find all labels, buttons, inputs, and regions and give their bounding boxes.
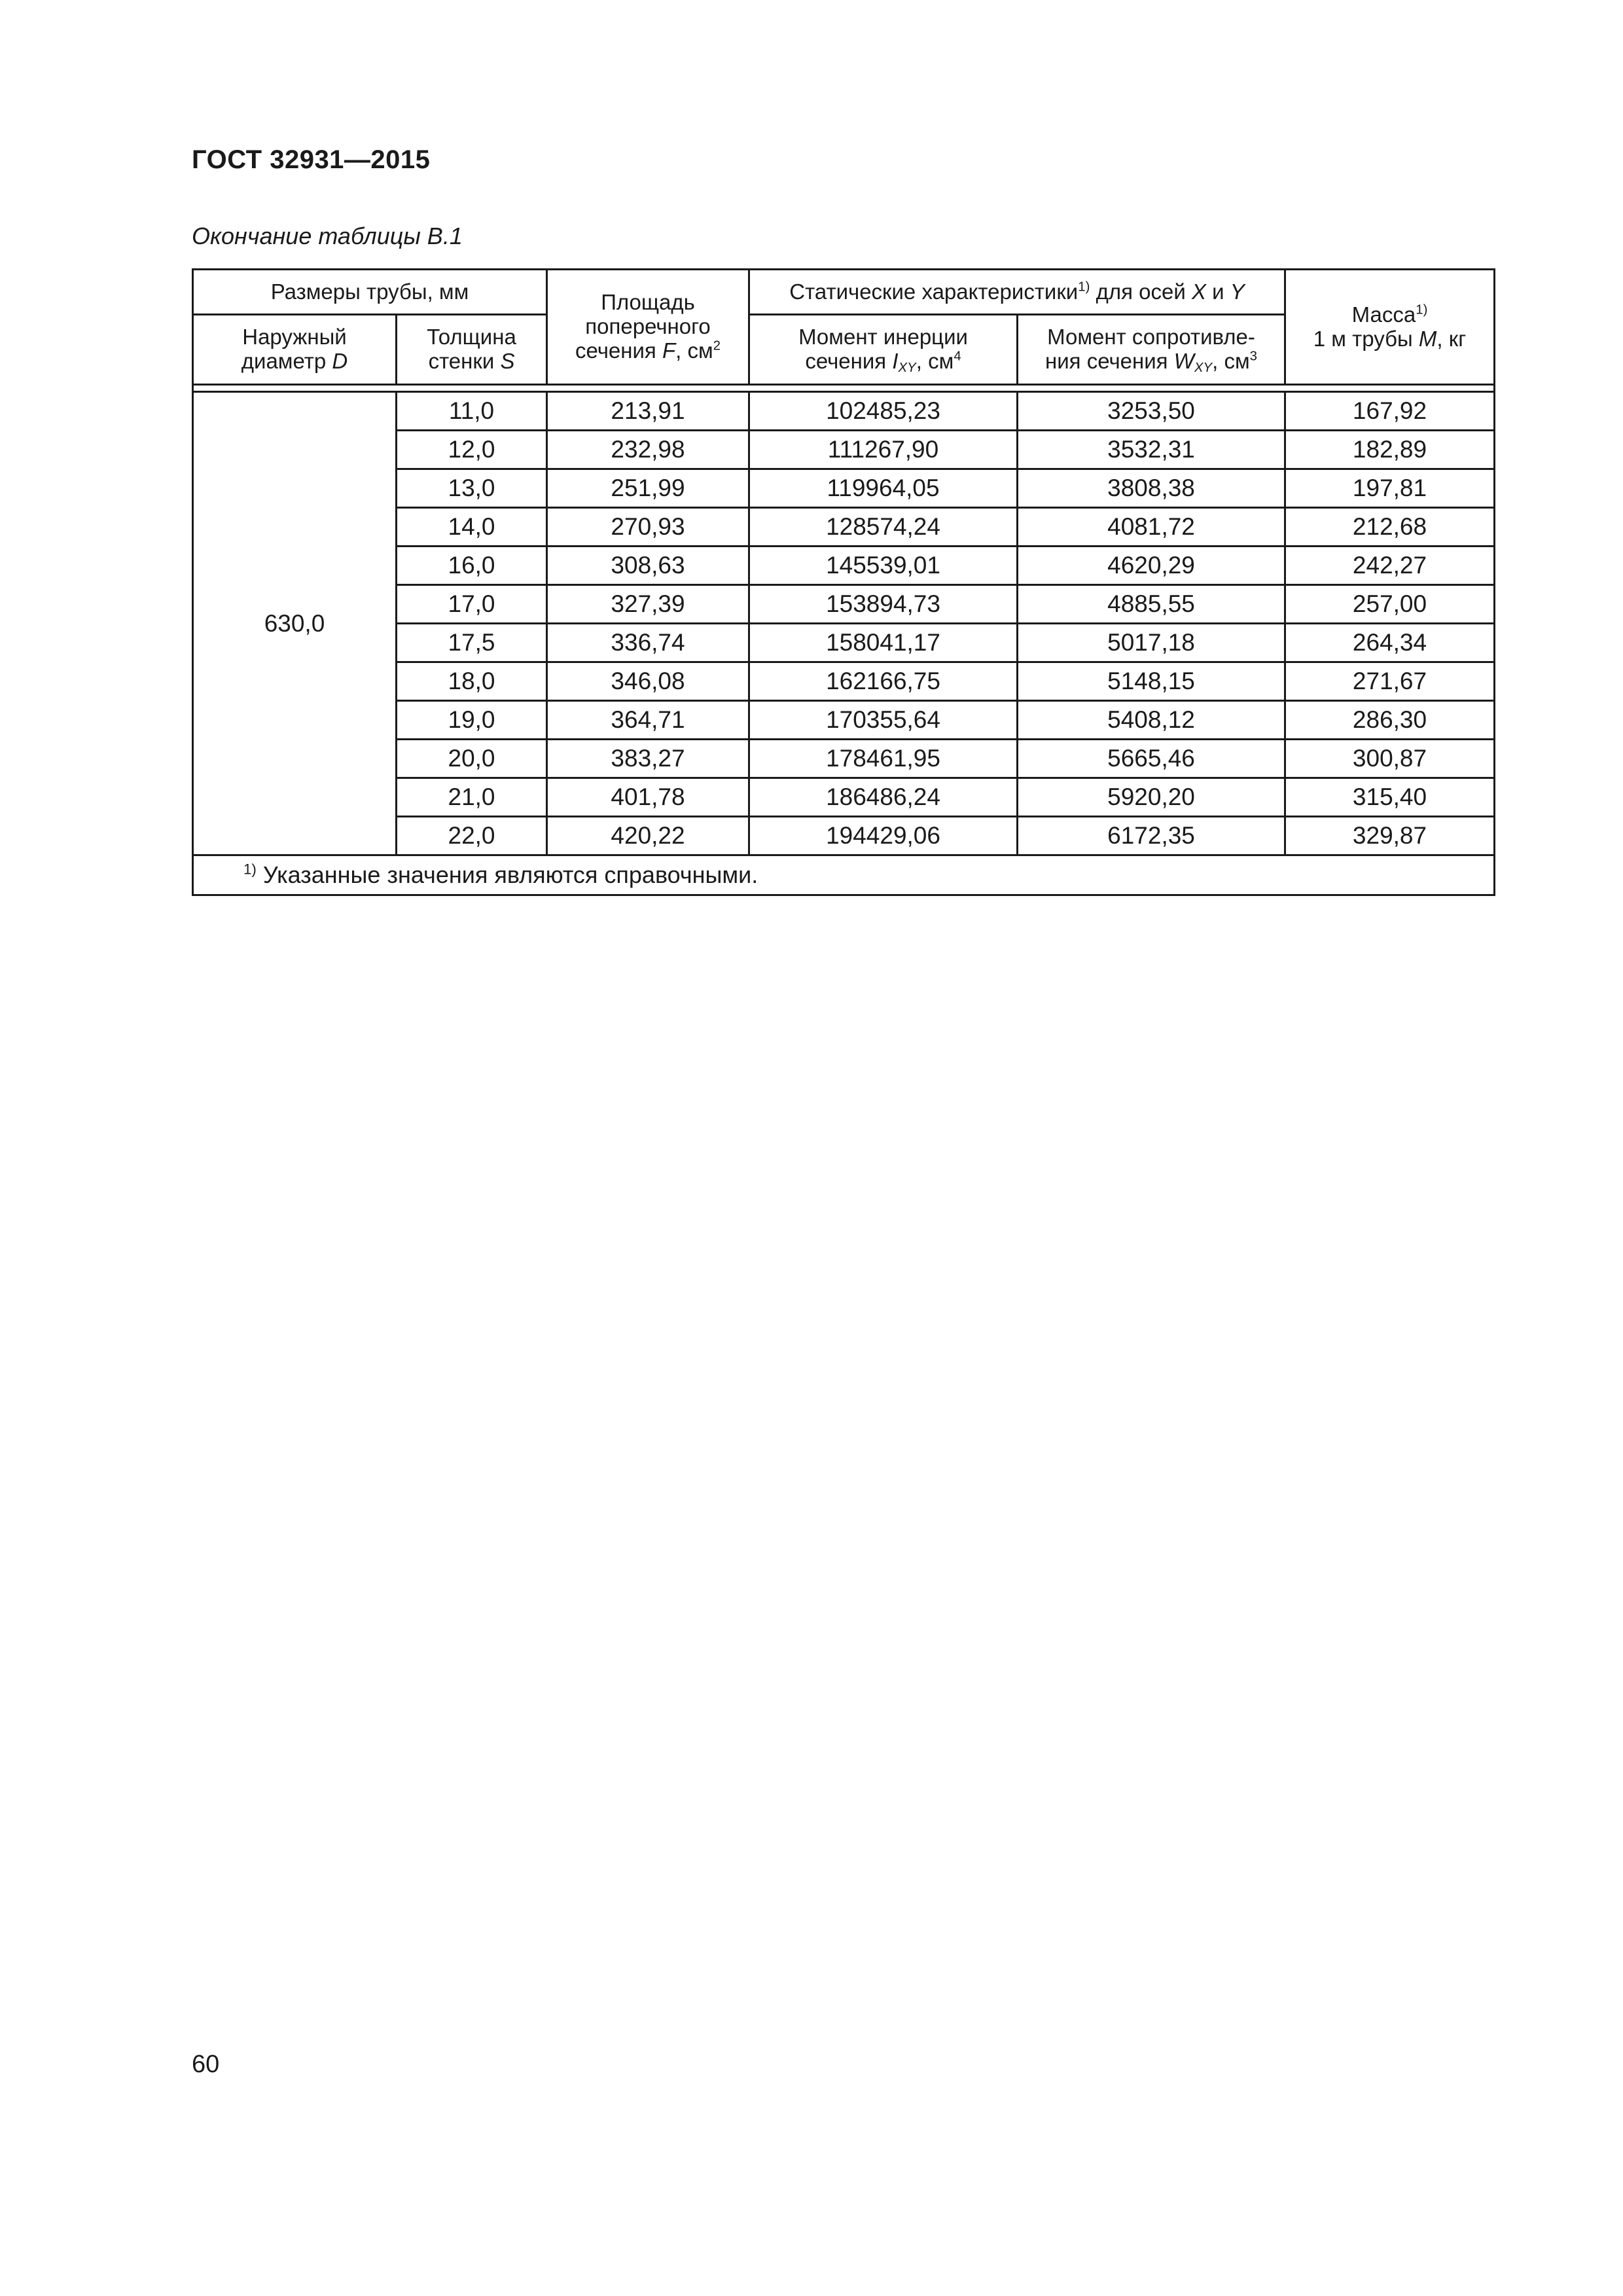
- cell-resistance: 6172,35: [1018, 817, 1285, 855]
- cell-wall: 17,0: [397, 585, 547, 624]
- document-header: ГОСТ 32931—2015: [192, 145, 431, 174]
- cell-mass: 329,87: [1285, 817, 1495, 855]
- cell-mass: 167,92: [1285, 392, 1495, 431]
- table-body: [193, 385, 1495, 895]
- header-pipe-sizes: Размеры трубы, мм: [193, 270, 547, 315]
- cell-resistance: 4885,55: [1018, 585, 1285, 624]
- cell-wall: 18,0: [397, 662, 547, 701]
- cell-area: 270,93: [547, 508, 749, 547]
- cell-inertia: 128574,24: [749, 508, 1018, 547]
- cell-resistance: 3808,38: [1018, 469, 1285, 508]
- cell-resistance: 3532,31: [1018, 431, 1285, 469]
- cell-resistance: 5408,12: [1018, 701, 1285, 740]
- footnote-row: [193, 855, 1495, 895]
- cell-wall: 12,0: [397, 431, 547, 469]
- cell-inertia: 145539,01: [749, 547, 1018, 585]
- footnote: [193, 855, 1495, 895]
- cell-inertia: 186486,24: [749, 778, 1018, 817]
- table-row: [193, 392, 1495, 431]
- cell-mass: 264,34: [1285, 624, 1495, 662]
- cell-wall: 22,0: [397, 817, 547, 855]
- cell-inertia: 170355,64: [749, 701, 1018, 740]
- cell-mass: 197,81: [1285, 469, 1495, 508]
- cell-area: 401,78: [547, 778, 749, 817]
- cell-mass: 271,67: [1285, 662, 1495, 701]
- cell-outer-diameter: 630,0: [193, 392, 397, 855]
- cell-wall: 20,0: [397, 740, 547, 778]
- cell-wall: 21,0: [397, 778, 547, 817]
- header-mass: Масса$^{1)}$ 1 м трубы M, кг: [1285, 270, 1495, 385]
- cell-area: 346,08: [547, 662, 749, 701]
- cell-area: 308,63: [547, 547, 749, 585]
- cell-inertia: 158041,17: [749, 624, 1018, 662]
- cell-inertia: 178461,95: [749, 740, 1018, 778]
- cell-mass: 257,00: [1285, 585, 1495, 624]
- cell-resistance: 5148,15: [1018, 662, 1285, 701]
- cell-resistance: 4081,72: [1018, 508, 1285, 547]
- cell-inertia: 194429,06: [749, 817, 1018, 855]
- cell-area: 336,74: [547, 624, 749, 662]
- cell-resistance: 5665,46: [1018, 740, 1285, 778]
- cell-mass: 182,89: [1285, 431, 1495, 469]
- header-wall-thickness: Толщина стенки S: [397, 315, 547, 385]
- cell-mass: 242,27: [1285, 547, 1495, 585]
- cell-resistance: 5017,18: [1018, 624, 1285, 662]
- header-section-modulus: Момент сопротивле- ния сечения $W_{XY}$, $см^3$: [1018, 315, 1285, 385]
- footnote-text: Указанные значения являются справочными.: [256, 861, 758, 888]
- cell-area: 251,99: [547, 469, 749, 508]
- header-static-characteristics: Статические характеристики$^{1)}$ для осей X и Y: [749, 270, 1285, 315]
- cell-wall: 16,0: [397, 547, 547, 585]
- header-moment-of-inertia: Момент инерции сечения $I_{XY}$, $см^4$: [749, 315, 1018, 385]
- header-area: Площадь поперечного сечения F, $см^2$: [547, 270, 749, 385]
- cell-inertia: 162166,75: [749, 662, 1018, 701]
- cell-area: 383,27: [547, 740, 749, 778]
- cell-wall: 14,0: [397, 508, 547, 547]
- cell-wall: 19,0: [397, 701, 547, 740]
- cell-wall: 13,0: [397, 469, 547, 508]
- cell-resistance: 3253,50: [1018, 392, 1285, 431]
- cell-area: 213,91: [547, 392, 749, 431]
- pipe-data-table: [192, 268, 1495, 896]
- cell-mass: 300,87: [1285, 740, 1495, 778]
- cell-inertia: 111267,90: [749, 431, 1018, 469]
- table-caption: Окончание таблицы В.1: [192, 223, 463, 249]
- cell-inertia: 119964,05: [749, 469, 1018, 508]
- cell-area: 364,71: [547, 701, 749, 740]
- page-number: 60: [192, 2051, 220, 2078]
- cell-wall: 17,5: [397, 624, 547, 662]
- cell-area: 232,98: [547, 431, 749, 469]
- footnote-mark: 1): [243, 861, 257, 878]
- cell-mass: 286,30: [1285, 701, 1495, 740]
- cell-wall: 11,0: [397, 392, 547, 431]
- cell-mass: 315,40: [1285, 778, 1495, 817]
- cell-area: 420,22: [547, 817, 749, 855]
- cell-inertia: 153894,73: [749, 585, 1018, 624]
- cell-mass: 212,68: [1285, 508, 1495, 547]
- header-separator: [193, 385, 1495, 392]
- cell-resistance: 4620,29: [1018, 547, 1285, 585]
- cell-area: 327,39: [547, 585, 749, 624]
- cell-inertia: 102485,23: [749, 392, 1018, 431]
- cell-resistance: 5920,20: [1018, 778, 1285, 817]
- header-outer-diameter: Наружный диаметр D: [193, 315, 397, 385]
